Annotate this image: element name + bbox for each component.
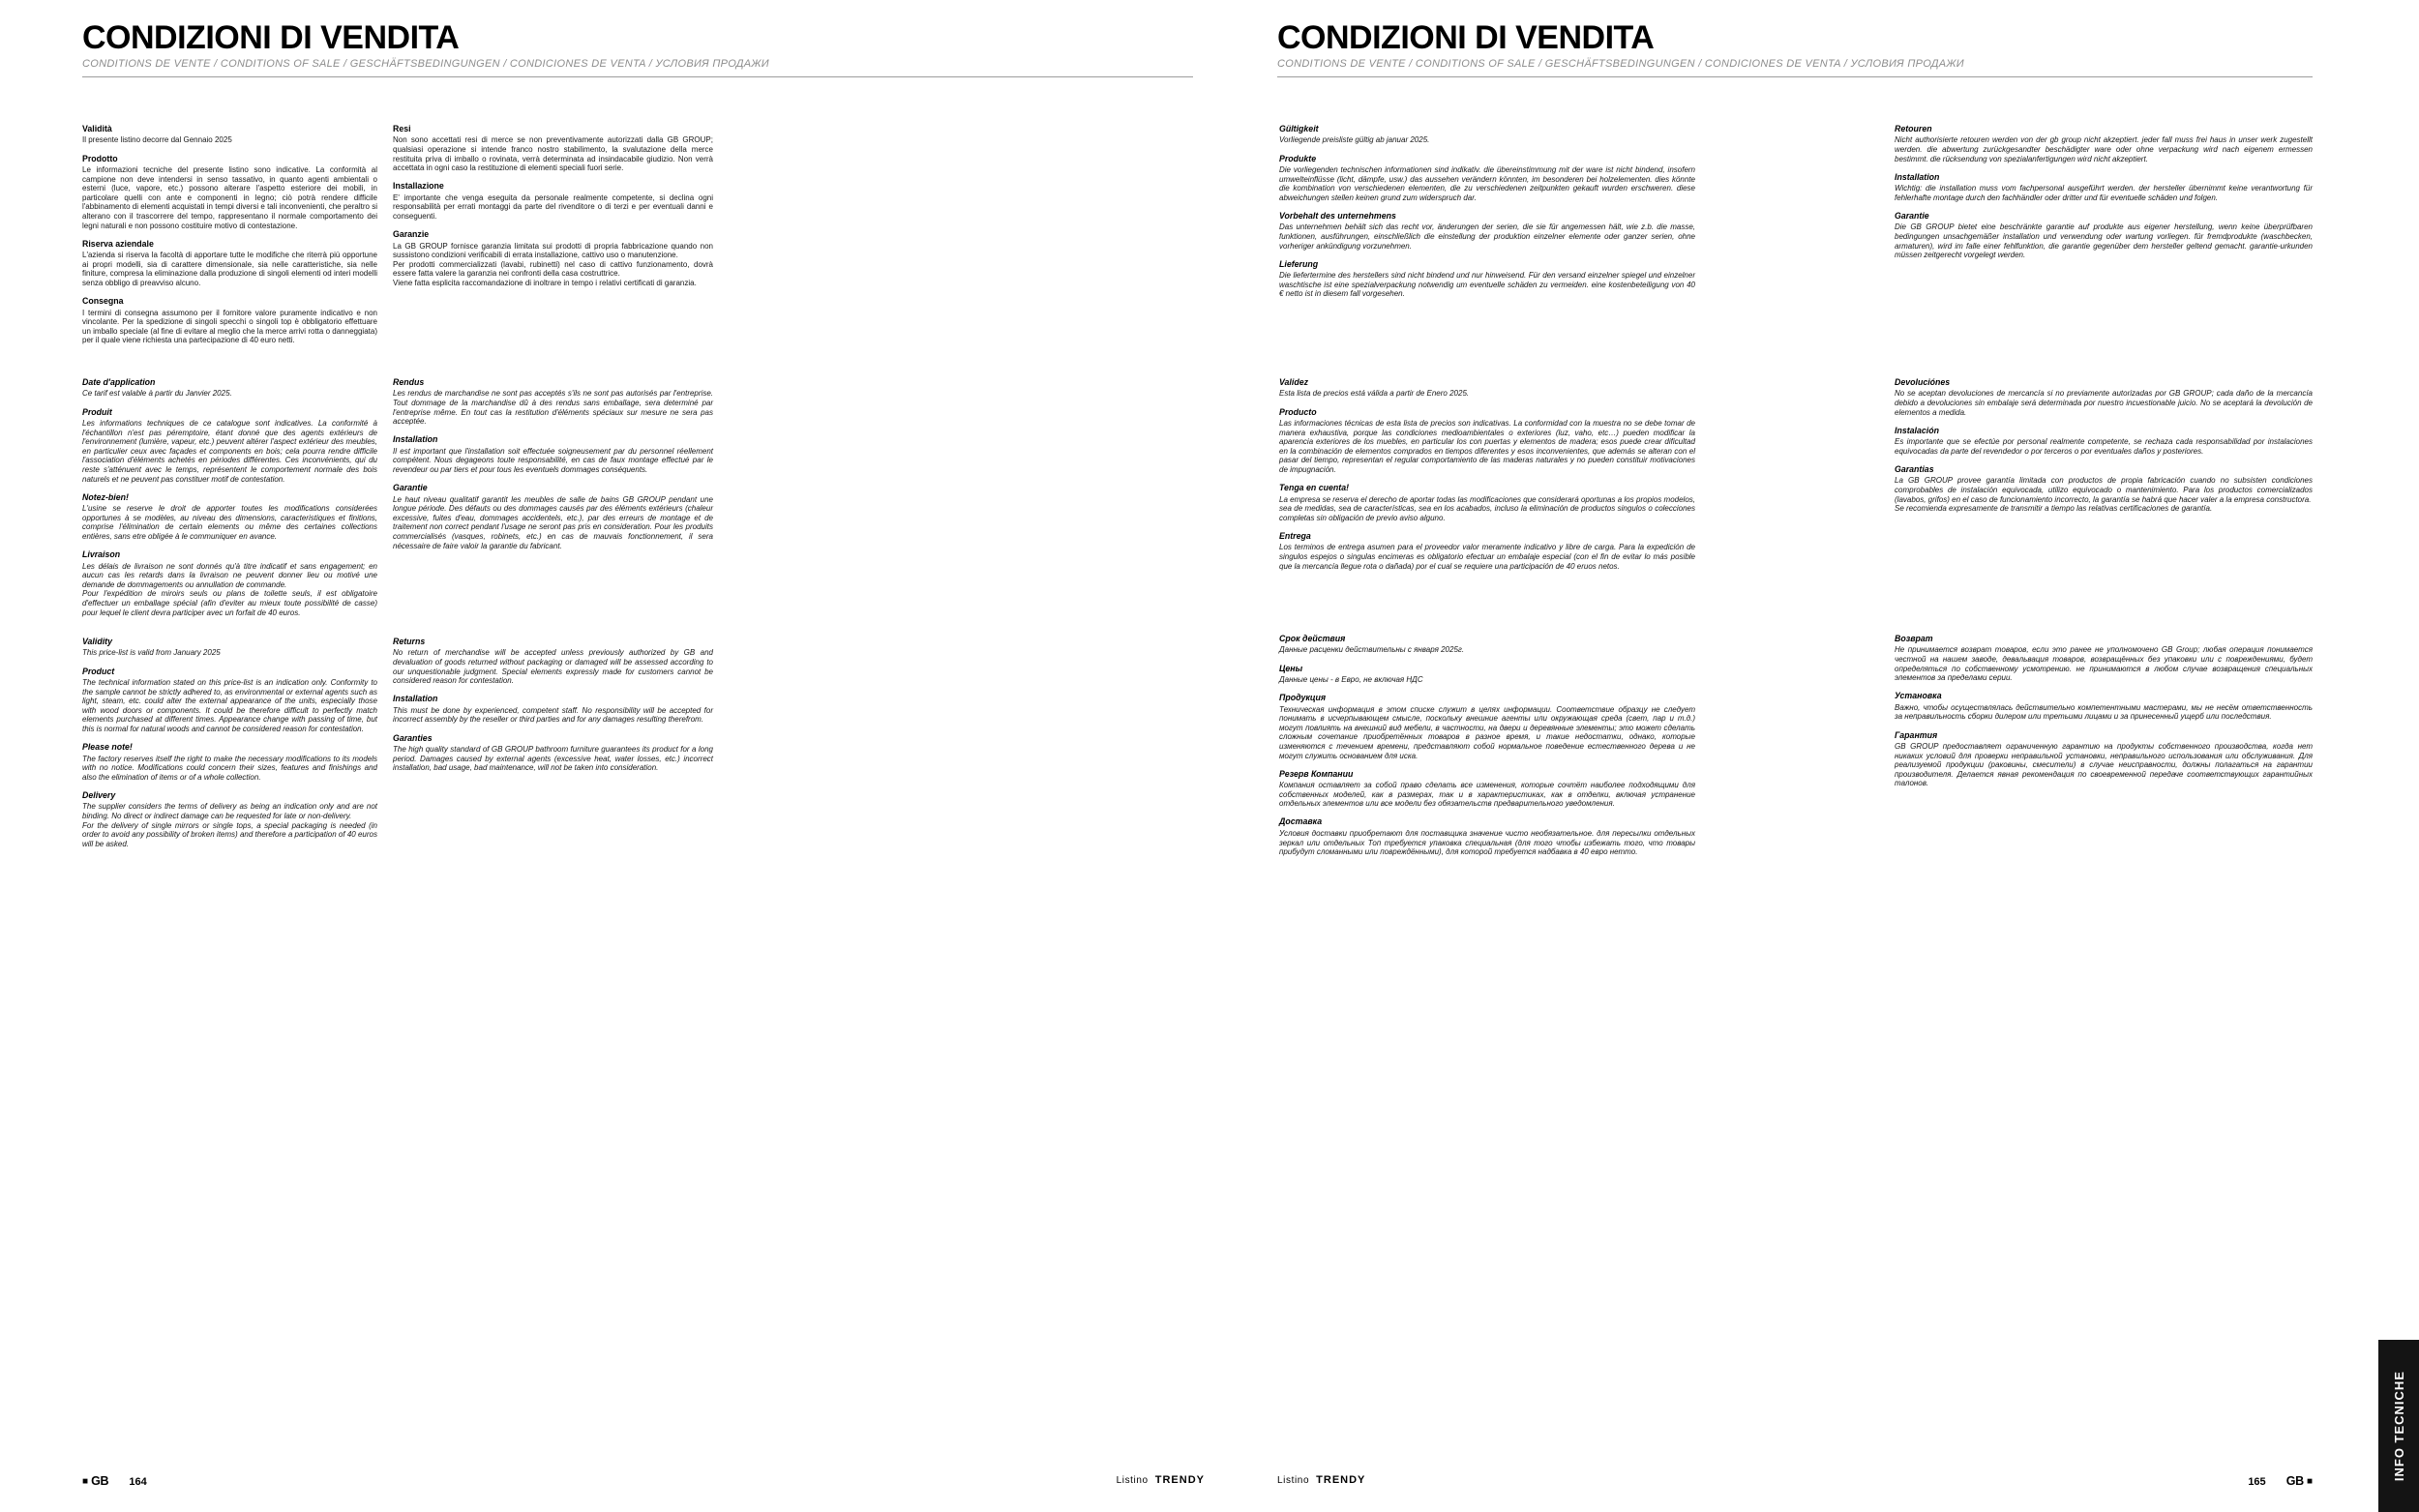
term-body: Die GB GROUP bietet eine beschränkte garantie auf produkte aus eigener herstellung, wenn keine überprüfbaren bedingungen unsachgemäßer installation und verwendung oder wartung vorliegen. für fremdprodukte (waschbecken, armaturen), wird im falle einer fehlfunktion, die garantie gegenüber dem hersteller geltend gemacht. garantie-urkunden müssen zeitgerecht vorgelegt werden. (1895, 222, 2313, 260)
term-body: E' importante che venga eseguita da personale realmente competente, si declina ogni responsabilità per errati montaggi da parte del rivenditore o di terzi e per eventuali danni e conseguenti. (393, 193, 713, 222)
term-body: The supplier considers the terms of delivery as being an indication only and are not binding. No direct or indirect damage can be requested for late or non-delivery. For the delivery of single mirrors or single tops, a special packaging is needed (in order to avoid any possibility of broken items) and therefore a participation of 40 euros will be asked. (82, 802, 377, 848)
term-heading: Retouren (1895, 124, 1932, 133)
term-body: Важно, чтобы осуществлялась действительно компетентными мастерами, мы не несём ответственность за неправильность сборки дилером или третьими лицами и за принесенный ущерб или последствия. (1895, 702, 2313, 722)
section-spanish-column-1 (1279, 377, 1695, 579)
term-block (1895, 691, 2313, 722)
term-heading: Garantie (393, 483, 428, 493)
gb-logo-square-icon: ■ (82, 1476, 89, 1487)
term-block (82, 790, 377, 848)
term-body: Nicht authorisierte retouren werden von der gb group nicht akzeptiert. jeder fall muss frei haus in unser werk zugestellt werden. die abwertung zurückgesandter beschädigter ware oder ohne verpackung wird nach eigenem ermessen bestimmt. die rücksendung von spezialanfertigungen wird nicht akzeptiert. (1895, 135, 2313, 163)
section-russian-column-2 (1895, 634, 2313, 796)
term-body: Les rendus de marchandise ne sont pas acceptés s'ils ne sont pas autorisés par l'entreprise. Tout dommage de la marchandise dû à des rendus sans emballage, sera determiné par l'entreprise même. En tout cas la restitution d'éléments spéciaux sur mesure ne sera pas acceptée. (393, 389, 713, 427)
term-body: The high quality standard of GB GROUP bathroom furniture guarantees its product for a long period. Damages caused by external agents (excessive heat, water losses, etc.) incorrect installation, bad usage, bad maintenance, will not be taken into consideration. (393, 745, 713, 773)
term-block (1895, 730, 2313, 788)
term-heading: Garantias (1895, 463, 1934, 474)
page-right-subtitle: CONDITIONS DE VENTE / CONDITIONS OF SALE / GESCHÄFTSBEDINGUNGEN / CONDICIONES DE VENTA / УСЛОВИЯ ПРОДАЖИ (1277, 58, 1964, 70)
term-body: Die liefertermine des herstellers sind nicht bindend und nur hinweisend. Für den versand einzelner spiegel und einzelner waschtische ist eine spezialverpackung notwendig um eventuelle schäden zu vermeiden. eine kostenbeteiligung von 40 € netto ist in diesem fall vorgesehen. (1279, 271, 1695, 299)
section-italian-column-1 (82, 124, 377, 353)
term-heading: Gültigkeit (1279, 124, 1319, 133)
term-heading: Lieferung (1279, 258, 1319, 269)
term-body: Le haut niveau qualitatif garantit les meubles de salle de bains GB GROUP pendant une longue période. Des défauts ou des dommages causés par des éléments extérieurs (chaleur excessive, fuites d'eau, dommages accidentels, etc.), par des erreurs de montage et de traitement non correct pendant l'usage ne seront pas pris en consideration. Pour les produits commercialisés (vasques, robinets, etc.) en cas de mauvais fonctionnement, il sera nécessaire de faire valoir la garantie du fabricant. (393, 494, 713, 550)
term-block (1279, 664, 1695, 685)
term-heading: Notez-bien! (82, 491, 129, 502)
term-heading: Гарантия (1895, 729, 1938, 740)
term-heading: Garanties (393, 732, 433, 743)
page-number-right: 165 (2248, 1476, 2266, 1488)
gb-logo-square-icon-right: ■ (2306, 1476, 2313, 1487)
section-spanish-column-2 (1895, 377, 2313, 521)
term-body: No se aceptan devoluciones de mercancía si no previamente autorizadas por GB GROUP; cada daño de la mercancía debido a devoluciones sin embalaje será determinada por nuestro incuestionable juicio. No se aceptará la devolución de elementos a medida. (1895, 389, 2313, 417)
term-heading: Возврат (1895, 634, 1933, 643)
term-heading: Доставка (1279, 816, 1323, 827)
term-body: Die vorliegenden technischen informationen sind indikativ. die übereinstimmung mit der ware ist nicht bindend, insofern umwelteinflüsse (licht, dämpfe, usw.) das aussehen verändern könnten, im besonderen bei holzelementen. dies könnte die kombination von verschiedenen elementen, die zu verschiedenen zeitpunkten gekauft wurden erschweren. diese abweichungen stellen keinen grund zum widerspruch dar. (1279, 165, 1695, 202)
page-right-brand-footer (2129, 1474, 2313, 1488)
term-heading: Returns (393, 637, 426, 646)
term-body: The factory reserves itself the right to make the necessary modifications to its models with no notice. Modifications could concern their sizes, features and finishings and also the elimination of items or of a whole collection. (82, 754, 377, 782)
term-body: GB GROUP предоставляет ограниченную гарантию на продукты собственного производства, когда нет никаких условий для проверки неправильной установки, неправильного использования или обслуживания. Для реализуемой продукции (раковины, смесители) в случае неисправности, должны полагаться на гарантии производителя. Делается явная рекомендация по своевременной передаче соответствующих гарантийных талонов. (1895, 742, 2313, 788)
term-block (82, 154, 377, 231)
term-heading: Installation (1895, 171, 1940, 182)
term-body: Les délais de livraison ne sont donnés qu'à titre indicatif et sans engagement; en aucun cas les retards dans la livraison ne peuvent donner lieu ou motivé une demande de dommagements ou annullation de commande. Pour l'expédition de miroirs seuls ou plans de toilette seuls, il est obligatoire d'effectuer un emballage spécial (afin d'eviter au mieux toute possibilité de casse) pour lequel le client devra participer avec un forfait de 40 euros. (82, 561, 377, 617)
section-russian-column-1 (1279, 634, 1695, 865)
term-block (393, 181, 713, 221)
term-heading: Instalación (1895, 425, 1939, 435)
term-heading: Vorbehalt des unternehmens (1279, 210, 1396, 221)
section-italian-column-2 (393, 124, 713, 296)
term-block (393, 434, 713, 474)
term-heading: Garantie (1895, 210, 1929, 221)
term-block (1279, 407, 1695, 475)
term-heading: Installation (393, 434, 438, 445)
term-heading: Продукция (1279, 693, 1327, 703)
page-left-header-rule (82, 76, 1193, 77)
info-tecniche-tab (2378, 1340, 2419, 1512)
term-block (82, 407, 377, 485)
term-body: Le informazioni tecniche del presente listino sono indicative. La conformità al campione non deve intendersi in senso tassativo, in quanto agenti ambientali o esterni (luce, vapore, etc.) possono alterare l'aspetto esteriore dei mobili, in particolare quelli con ante e componenti in legno; ciò potrà rendere difficile l'abbinamento di elementi acquistati in tempi diversi e tali inconvenienti, che peraltro si alterano con il trascorrere del tempo, rappresentano il normale comportamento dei legni naturali e non possono costituire motivo di contestazione. (82, 165, 377, 230)
term-body: Las informaciones técnicas de esta lista de precios son indicativas. La conformidad con la muestra no se debe tomar de manera exhaustiva, porque las condiciones medioambientales o exteriores (luz, vaho, etc…) pueden modificar la aparencia exteriores de los muebles, en particular los con puertas y elementos de madera; esos puede crear dificultad en la combinación de elementos comprados en tiempos diferentes y esos inconvenientes, que además se alteran con el pasar del tiempo, representan el regular comportamiento de las maderas naturales y no pueden constituir motivaciones de impugnación. (1279, 419, 1695, 475)
term-heading: Prodotto (82, 153, 118, 163)
term-block (82, 637, 377, 658)
term-heading: Delivery (82, 789, 116, 800)
term-heading: Срок действия (1279, 634, 1346, 643)
page-left-subtitle: CONDITIONS DE VENTE / CONDITIONS OF SALE / GESCHÄFTSBEDINGUNGEN / CONDICIONES DE VENTA / УСЛОВИЯ ПРОДАЖИ (82, 58, 769, 70)
term-body: L'azienda si riserva la facoltà di apportare tutte le modifiche che riterrà più opportune ai propri modelli, sia di carattere dimensionale, sia nelle caratteristiche, sia nelle finiture, compresa la eliminazione dalla produzione di singoli elementi od interi modelli senza obbligo di preavviso alcuno. (82, 251, 377, 287)
term-block (393, 124, 713, 173)
term-block (82, 492, 377, 542)
term-block (393, 733, 713, 773)
term-body: The technical information stated on this price-list is an indication only. Conformity to the sample cannot be strictly adhered to, as environmental or external agents such as light, steam, etc. could alter the external appearance of the units, especially those with wood doors or components. It could be therefore difficult to perfectly match elements purchased at different times. Appearance change with passing of time, but this is normal for natural woods and cannot be considered reason for contestation. (82, 678, 377, 734)
term-body: La empresa se reserva el derecho de aportar todas las modificaciones que considerará oportunas a los propios modelos, sea de medidas, sea de características, sea en los acabados, incluso la eliminación de productos singulos o colecciones completas sin obligación de previo aviso alguno. (1279, 494, 1695, 522)
term-block (1895, 124, 2313, 163)
term-body: No return of merchandise will be accepted unless previously authorized by GB and devaluation of goods returned without packaging or damaged will be assessed according to our unquestionable judgment. Special elements expressly made for customers cannot be considered reason for contestation. (393, 648, 713, 686)
listino-series-right: TRENDY (1316, 1474, 1366, 1486)
term-block (1279, 769, 1695, 809)
term-block (393, 229, 713, 287)
term-block (1279, 483, 1695, 522)
term-block (1279, 377, 1695, 399)
term-block (393, 694, 713, 725)
section-german-column-2 (1895, 124, 2313, 268)
term-block (1279, 531, 1695, 571)
term-body: I termini di consegna assumono per il fornitore valore puramente indicativo e non vincolante. Per la spedizione di singoli specchi o singoli top è obbligatorio effettuare un imballo speciale (al fine di evitare al meglio che la merce arrivi rotta o danneggiata) per il quale viene richiesta una partecipazione di 40 euro netti. (82, 308, 377, 345)
page-left-header (82, 21, 1193, 77)
term-heading: Livraison (82, 549, 121, 560)
term-body: Il presente listino decorre dal Gennaio 2025 (82, 135, 232, 145)
term-heading: Riserva aziendale (82, 238, 154, 249)
section-french-column-2 (393, 377, 713, 559)
info-tecniche-label: INFO TECNICHE (2391, 1370, 2406, 1482)
term-body: Условия доставки приобретают для поставщика значение чисто необязательное. для пересылки отдельных зеркал или отдельных Топ требуется упаковка специальная (для того чтобы избежать того, что товары прибудут сломанными или повреждёнными), для которой требуется надбавка в 40 евро нетто. (1279, 828, 1695, 857)
term-body: Il est important que l'installation soit effectuée soigneusement par du personnel réellement compétent. Nous degageons toute responsabilité, en cas de faux montage effectué par le revendeur ou par tiers et pour tous les eventuels dommages conséquents. (393, 446, 713, 475)
term-heading: Installazione (393, 181, 444, 192)
term-heading: Installation (393, 694, 438, 704)
term-body: La GB GROUP fornisce garanzia limitata sui prodotti di propria fabbricazione quando non sussistono condizioni verificabili di errata installazione, cattivo uso o manutenzione. Per prodotti commercializzati (lavabi, rubinetti) nel caso di cattivo funzionamento, dovrà essere fatta valere la garanzia nei confronti della casa costruttrice. Viene fatta esplicita raccomandazione di inoltrare in tempo i relativi certificati di garanzia. (393, 241, 713, 287)
term-block (1279, 259, 1695, 299)
term-block (1895, 426, 2313, 457)
term-body: This price-list is valid from January 2025 (82, 648, 221, 658)
term-block (1279, 124, 1695, 145)
term-heading: Produit (82, 406, 112, 417)
page-right-listino-footer (1277, 1474, 1365, 1486)
term-body: Das unternehmen behält sich das recht vor, änderungen der serien, die sie für angemessen hält, wie z.b. die masse, funktionen, ausführungen, einschließlich die einstellung der produktion einzelner elemente oder ganzer serien, ohne vorheriger ankündigung vorzunehmen. (1279, 222, 1695, 251)
term-block (1895, 464, 2313, 514)
term-body: Техническая информация в этом списке служит в целях информации. Соответствие образцу не следует понимать в исчерпывающем смысле, поскольку внешние агенты или окружающая среда (свет, пар и т.д.) могут повлиять на внешний вид мебели, в частности, на двери и деревянные элементы; это может сделать сложным сочетание приобретённых товаров в разное время, и такие недостатки, однако, которые изменяются с течением времени, представляют собой нормальное поведение естественного дерева и не могут служить основанием для иска. (1279, 704, 1695, 760)
term-body: Данные расценки действительны с января 2025г. (1279, 645, 1465, 655)
term-block (82, 667, 377, 734)
term-block (393, 377, 713, 427)
term-body: Компания оставляет за собой право сделать все изменения, которые сочтёт наиболее подходящими для собственных моделей, как в размерах, так и в характеристиках, как в отделки, включая устранение отдельных элементов или все модели без обязательств предварительного уведомления. (1279, 781, 1695, 809)
term-block (1895, 211, 2313, 260)
term-heading: Резерв Компании (1279, 768, 1354, 779)
term-heading: Resi (393, 124, 411, 133)
term-heading: Devoluciónes (1895, 377, 1951, 387)
term-heading: Entrega (1279, 530, 1311, 541)
page-right-header (1277, 21, 2313, 77)
term-heading: Rendus (393, 377, 425, 387)
section-english-column-2 (393, 637, 713, 781)
listino-label-left: Listino (1116, 1475, 1149, 1486)
term-block (1895, 377, 2313, 417)
term-block (82, 377, 377, 399)
term-heading: Produkte (1279, 153, 1317, 163)
term-block (82, 239, 377, 288)
listino-series-left: TRENDY (1154, 1474, 1205, 1486)
term-body: Los terminos de entrega asumen para el proveedor valor meramente indicativo y libre de carga. Para la expedición de singulos espejos o singulas encimeras es obligatorio efectuar un embalaje especial (con el fin de evitar lo más posible que la mercancía llegue rota o dañada) por el cual se requiere una participación de 40 eruos netos. (1279, 543, 1695, 571)
page-left-listino-footer (1016, 1474, 1205, 1486)
page-number-left: 164 (129, 1476, 147, 1488)
term-heading: Установка (1895, 691, 1942, 701)
term-body: Не принимается возврат товаров, если это ранее не уполномочено GB Group; любая операция понимается честной на нашем заводе, девальвация товаров, возвращённых без упаковки или с повреждениями, будет определяться по собственному усмотрению. не принимаются в любом случае возвращения специальных элементов за пределами серии. (1895, 645, 2313, 683)
term-body: Les informations techniques de ce catalogue sont indicatives. La conformité à l'échantillon n'est pas péremptoire, étant donné que des agents extérieurs de l'environnement (lumière, vapeur, etc.) peuvent altérer l'aspect extérieur des meubles, en particulier ceux avec façades et components en bois; cela pourra rendre difficile l'association d'éléments achetés en périodes différentes. Ces inconvénients, qui du reste s'atténuent avec le temps, représentent le comportement normale des bois naturels et ne peuvent pas constituer motif de contestation. (82, 419, 377, 484)
term-block (393, 483, 713, 550)
term-heading: Garanzie (393, 229, 430, 240)
term-block (1279, 816, 1695, 856)
listino-label-right: Listino (1277, 1475, 1310, 1486)
term-block (1895, 634, 2313, 683)
term-body: Vorliegende preisliste gültig ab januar 2025. (1279, 135, 1430, 145)
term-body: Esta lista de precios está válida a partir de Enero 2025. (1279, 389, 1470, 399)
term-heading: Please note! (82, 742, 133, 753)
term-heading: Producto (1279, 406, 1317, 417)
term-block (82, 296, 377, 345)
term-heading: Tenga en cuenta! (1279, 483, 1350, 493)
term-block (82, 124, 377, 145)
term-heading: Validità (82, 124, 112, 133)
term-block (1279, 154, 1695, 203)
section-english-column-1 (82, 637, 377, 857)
term-heading: Date d'application (82, 377, 156, 387)
term-body: Ce tarif est valable à partir du Janvier 2025. (82, 389, 232, 399)
gb-logo-right: GB (2285, 1474, 2304, 1488)
term-heading: Validity (82, 637, 112, 646)
section-french-column-1 (82, 377, 377, 626)
gb-logo: GB (91, 1474, 109, 1488)
page-left-title: CONDIZIONI DI VENDITA (82, 19, 460, 56)
term-block (82, 549, 377, 617)
page-left-brand-footer (82, 1474, 147, 1488)
section-german-column-1 (1279, 124, 1695, 307)
page-right-title: CONDIZIONI DI VENDITA (1277, 19, 1655, 56)
term-body: La GB GROUP provee garantía limitada con productos de propia fabricación cuando no subsisten condiciones comprobables de instalación equivocada, utilizo equivocado o mantenimiento. Para los productos comercializados (lavabos, grifos) en el caso de funcionamiento incorrecto, la garantía se habrá que hacer valer a la empresa constructora. Se recomienda expresamente de transmitir a tiempo las relativas certificaciones de garantía. (1895, 476, 2313, 514)
term-body: This must be done by experienced, competent staff. No responsibility will be accepted for incorrect assembly by the reseller or third parties and for any damages resulting therefrom. (393, 705, 713, 725)
page-right-header-rule (1277, 76, 2313, 77)
term-block (82, 742, 377, 782)
term-block (1279, 211, 1695, 251)
term-body: Wichtig: die installation muss vom fachpersonal ausgeführt werden. der hersteller übernimmt keine verantwortung für fehlerhafte montage durch den fachhändler oder dritter und für eventuelle schäden und folgen. (1895, 184, 2313, 202)
term-body: Es importante que se efectúe por personal realmente competente, se rechaza cada responsabilidad por instalaciones equivocadas da parte del revendedor o por terceros o por eventuales daños y posteriores. (1895, 437, 2313, 456)
term-heading: Consegna (82, 296, 124, 307)
term-block (1279, 693, 1695, 760)
term-heading: Validez (1279, 377, 1308, 387)
term-block (1279, 634, 1695, 655)
term-body: L'usine se reserve le droit de apporter toutes les modifications considerées opportunes à se modèles, au niveau des dimensions, caracteristiques et finitions, comprise l'élimination de certain elements ou même des certaines collections entières, sans etre obligée à le communiquer en avance. (82, 504, 377, 541)
term-body: Non sono accettati resi di merce se non preventivamente autorizzati dalla GB GROUP; qualsiasi operazione si intende franco nostro stabilimento, la svalutazione della merce restituita priva di imballo o rovinata, verrà determinata ad insindacabile giudizio. Non verrà accettata in ogni caso la restituzione di elementi speciali fuori serie. (393, 135, 713, 173)
term-heading: Product (82, 666, 115, 676)
term-block (393, 637, 713, 686)
term-body: Данные цены - в Евро, не включая НДС (1279, 675, 1423, 685)
term-heading: Цены (1279, 663, 1303, 673)
term-block (1895, 172, 2313, 203)
